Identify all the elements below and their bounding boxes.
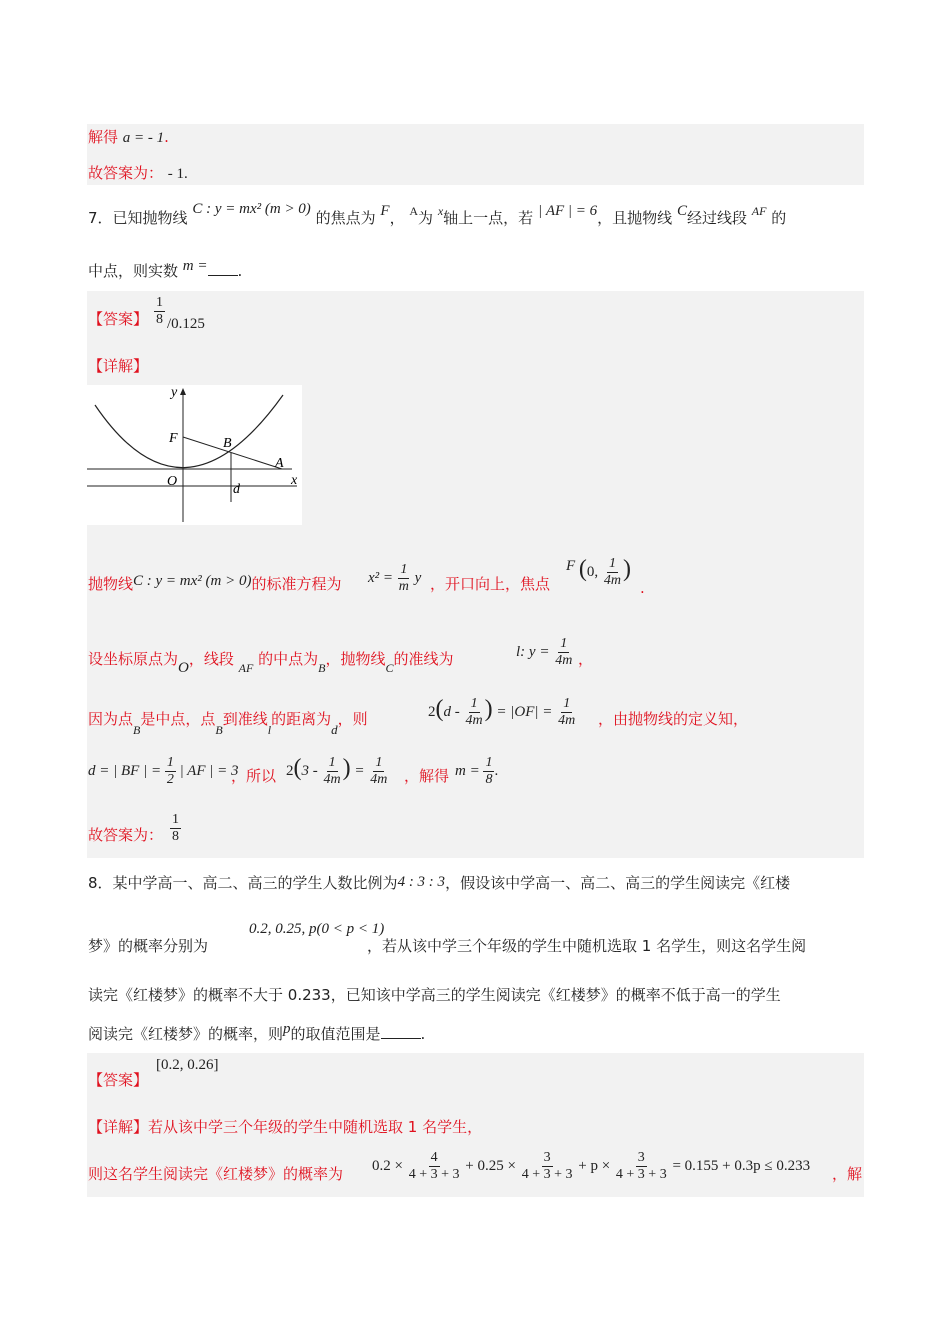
q8-probability-eq: 0.2 × $\frac{4}{4 + 3 + 3}$ + 0.25 × $\frac{3}{4 + 3 + 3}$ + p × $\frac{3}{4 + 3 + 3}$ = 0.155 + 0.3p ≤ 0.233: [372, 1150, 811, 1182]
q7-detail-line-1: 抛物线C : y = mx² (m > 0)的标准方程为: [88, 573, 342, 593]
prev-answer-line: 故答案为： - 1.: [88, 164, 188, 182]
q7-line-1: 7．已知抛物线 C : y = mx² (m > 0) 的焦点为 F， $^A$为 $^x$轴上一点，若 | AF | = 6，且抛物线 C经过线段 $^{AF}$ 的: [88, 201, 787, 227]
parabola-figure: [87, 385, 302, 525]
q7-directrix: l: y = $\frac{1}{4m}$: [516, 636, 573, 668]
prev-solution-block: [87, 124, 864, 185]
q7-detail-line-3: 因为点$_B$是中点，点$_B$到准线$_l$的距离为d，则: [88, 710, 368, 737]
prev-solve-line: 解得 a = - 1.: [88, 128, 169, 146]
q8-line-2b: ，若从该中学三个年级的学生中随机选取 1 名学生，则这名学生阅: [367, 937, 807, 955]
label-y: y: [171, 385, 178, 400]
q8-detail-line-2: 则这名学生阅读完《红楼梦》的概率为: [88, 1165, 344, 1183]
q7-eq-4: m = $\frac{1}{8}$ .: [455, 755, 499, 787]
label-a: A: [275, 456, 284, 471]
q7-blank: [208, 261, 238, 276]
q7-answer-alt: /0.125: [167, 316, 205, 332]
q7-answer-line: 【答案】: [88, 310, 149, 328]
q7-final-answer: 故答案为：: [88, 826, 164, 844]
q8-detail-line-1: 【详解】若从该中学三个年级的学生中随机选取 1 名学生，: [88, 1118, 483, 1136]
segment-fa: [183, 437, 282, 469]
q8-line-4: 阅读完《红楼梦》的概率，则p的取值范围是 .: [88, 1021, 426, 1043]
q8-answer-math: [0.2, 0.26]: [156, 1057, 219, 1073]
label-d: d: [233, 482, 240, 497]
q7-detail-label: 【详解】: [88, 357, 149, 375]
q8-probabilities: 0.2, 0.25, p(0 < p < 1): [249, 921, 385, 937]
q8-answer-line: 【答案】: [88, 1071, 149, 1089]
q7-detail-line-1b: ，开口向上，焦点: [430, 575, 551, 593]
q8-line-1: 8．某中学高一、高二、高三的学生人数比例为4 : 3 : 3，假设该中学高一、高二、高三的学生阅读完《红楼: [88, 874, 791, 892]
q7-line-2: 中点，则实数 m = .: [88, 258, 243, 280]
parabola-curve: [95, 395, 283, 468]
q7-eq-1: 2(d - $\frac{1}{4m}$ ) = |OF| = $\frac{1}{4m}$: [428, 695, 576, 728]
q7-detail-line-1-end: .: [640, 579, 645, 597]
q7-detail-line-4: ，所以: [231, 767, 277, 785]
q8-line-2: 梦》的概率分别为: [88, 937, 209, 955]
q7-detail-line-2: 设坐标原点为O，线段 $_{AF}$ 的中点为$_B$，抛物线$_C$的准线为: [88, 650, 454, 676]
q8-detail-line-2-tail: ，解: [832, 1165, 863, 1183]
label-b: B: [223, 436, 232, 451]
q7-eq-2: d = | BF | = $\frac{1}{2}$ | AF | = 3: [88, 755, 239, 787]
label-x: x: [291, 473, 298, 488]
q7-detail-line-2-end: ，: [578, 650, 594, 668]
q7-final-fraction: $\frac{1}{8}$: [172, 812, 179, 844]
q7-std-eq: x² = $\frac{1}{m}$ y: [368, 562, 422, 594]
q7-focus: F (0, $\frac{1}{4m}$ ): [566, 555, 632, 588]
y-axis-arrow: [180, 388, 186, 395]
q7-detail-line-3-end: ，由抛物线的定义知，: [598, 710, 749, 728]
q8-line-3: 读完《红楼梦》的概率不大于 0.233，已知该中学高三的学生阅读完《红楼梦》的概率不低于高一的学生: [88, 986, 781, 1004]
label-f: F: [169, 431, 178, 446]
label-o: O: [167, 474, 178, 489]
q8-blank: [381, 1024, 421, 1039]
q7-answer-fraction: $\frac{1}{8}$: [156, 295, 163, 327]
q7-detail-line-4b: ，解得: [404, 767, 450, 785]
q7-eq-3: 2(3 - $\frac{1}{4m}$ ) = $\frac{1}{4m}$: [286, 754, 388, 787]
